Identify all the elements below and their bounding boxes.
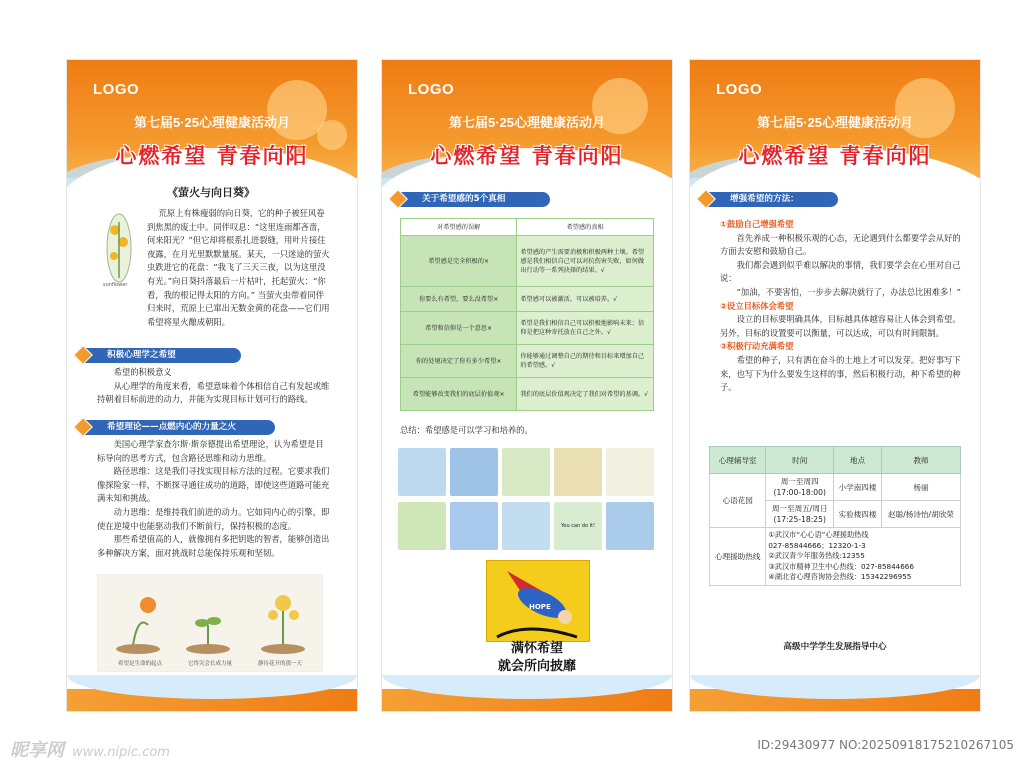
- drawing-tile: [606, 502, 654, 550]
- header-banner: [690, 60, 980, 178]
- drawing-tile: [398, 448, 446, 496]
- drawing-tile: [554, 448, 602, 496]
- watermark-brand: 昵享网 www.nipic.com: [10, 740, 170, 761]
- footer-band: [67, 689, 357, 711]
- poster-panel-2: [382, 60, 672, 711]
- hope-drawings-grid: [398, 448, 654, 552]
- drawing-tile-you-can-do-it: You can do it!: [554, 502, 602, 550]
- sprout-growth-illustration: [97, 574, 323, 672]
- organizer-name: 高级中学学生发展指导中心: [783, 642, 887, 652]
- footer-band: [382, 689, 672, 711]
- hotline-label: 心理援助热线: [710, 528, 766, 586]
- slogan: 心燃希望 青春向阳: [115, 143, 309, 168]
- room-name: 心语花园: [710, 474, 766, 528]
- event-title: 第七届5·25心理健康活动月: [133, 115, 291, 130]
- drawing-tile: [450, 448, 498, 496]
- drawing-tile: [450, 502, 498, 550]
- diamond-icon: [73, 417, 93, 437]
- table-header-place: 地点: [834, 447, 882, 474]
- table-row: 你的处境决定了你有多少希望× 你能够通过调整自己的期待和目标来增加自己的希望感。√: [401, 345, 654, 378]
- event-title: 第七届5·25心理健康活动月: [448, 115, 606, 130]
- watermark-id: ID:29430977 NO:20250918175210267105: [757, 738, 1014, 752]
- header-banner: [382, 60, 672, 178]
- hope-superhero-illustration: [486, 560, 590, 642]
- hope-calligraphy: 满怀希望 就会所向披靡: [497, 641, 576, 674]
- event-title: 第七届5·25心理健康活动月: [756, 115, 914, 130]
- slogan: 心燃希望 青春向阳: [430, 143, 624, 168]
- table-row: 周一至周五/周日 (17:25-18:25) 实验楼四楼 赵聪/杨诗怡/胡欣荣: [710, 501, 961, 528]
- section-title-positive-psychology: 积极心理学之希望: [85, 348, 241, 363]
- summary-text: 总结：希望感是可以学习和培养的。: [400, 425, 533, 435]
- table-header-time: 时间: [766, 447, 834, 474]
- table-header-teacher: 教师: [881, 447, 960, 474]
- sprout-caption-3: 静待花开的那一天: [258, 661, 303, 667]
- table-row: 希望和信仰是一个意思× 希望是我们相信自己可以积极地影响未来；信仰是把这种寄托放在自己之外。√: [401, 312, 654, 345]
- hotline-list: ①武汉市“心心语”心理援助热线 027-85844666；12320-1-3 ②武汉青少年服务热线:12355 ③武汉市精神卫生中心热线：027-85844666 ④湖北省心理咨询协会热线：15342296955: [766, 528, 961, 586]
- table-header-room: 心理辅导室: [710, 447, 766, 474]
- diamond-icon: [73, 345, 93, 365]
- logo-text: LOGO: [93, 81, 140, 98]
- methods-text: ①鼓励自己增强希望 首先养成一种积极乐观的心态，无论遇到什么都要学会从好的方面去安慰和鼓励自己。 我们都会遇到似乎难以解决的事情，我们要学会在心里对自己说： “加油，不要害怕，一步步去解决就行了，办法总比困难多！” ②设立目标体会希望 设立的目标要明确具体，目标越具体越容易让人体会到希望。另外，目标的设置要可以衡量，可以达成，可以有时间限制。 ③积极行动充满希望 希望的种子，只有洒在奋斗的土地上才可以发芽。把好事写下来，也写下为什么要发生这样的事，然后积极行动，种下希望的种子。: [720, 219, 961, 393]
- drawing-tile: [398, 502, 446, 550]
- table-header-myth: 对希望感的误解: [401, 219, 517, 236]
- drawing-tile: [502, 448, 550, 496]
- section-body-hope-theory: 美国心理学家查尔斯·斯奈德提出希望理论，认为希望是目标导向的思考方式，包含路径思维和动力思维。 路径思维：这是我们寻找实现目标方法的过程。它要求我们像探险家一样，不断探寻通往成功的道路，即使这些道路可能充满未知和挑战。 动力思维：是维持我们前进的动力。它如同内心的引擎，即使在逆境中也能驱动我们不断前行，保持积极的态度。 那些希望值高的人，就像拥有多把钥匙的智者，能够创造出多种解决方案，面对挑战时总能保持乐观和坚韧。: [97, 439, 330, 558]
- hope-word: HOPE: [529, 603, 551, 611]
- table-row: 心语花园 周一至周四 (17:00-18:00) 小学南四楼 杨丽: [710, 474, 961, 501]
- logo-text: LOGO: [408, 81, 455, 98]
- story-text: 荒原上有株瘦弱的向日葵，它的种子被狂风卷到焦黑的废土中。同伴叹息：“这里连雨都吝啬，何来阳光？”但它却将根系扎进裂缝，用叶片接住夜露，在月光里默默量展。某天，一只迷途的萤火虫跌进它的花盘：“我飞了三天三夜，以为这里没有光。”向日葵抖落最后一片枯叶，托起萤火：“你看，我的根记得太阳的方向。” 当萤火虫带着同伴归来时，荒原上已窜出无数金黄的花盘——它们用希望将星火酿成朝阳。: [147, 208, 330, 327]
- hope-truths-table: [400, 218, 654, 411]
- section-title-methods: 增强希望的方法：: [708, 192, 838, 207]
- poster-panel-1: [67, 60, 357, 711]
- counseling-schedule-table: [709, 446, 961, 586]
- drawing-tile: [502, 502, 550, 550]
- logo-text: LOGO: [716, 81, 763, 98]
- footer-band: [690, 689, 980, 711]
- section-title-hope-truths: 关于希望感的5个真相: [400, 192, 550, 207]
- header-banner: [67, 60, 357, 178]
- sprout-caption-2: 它终究会长成力量: [188, 661, 233, 667]
- drawing-tile: [606, 448, 654, 496]
- table-row: 希望感是完全积极的× 希望感的产生需要消极和积极两种土壤。希望感是我们相信自己可以对抗伤害失败，如何做出行动等一系列抉择的结果。√: [401, 236, 654, 287]
- slogan: 心燃希望 青春向阳: [738, 143, 932, 168]
- sprout-caption-1: 希望是生命的起点: [118, 661, 163, 667]
- story-title: 《萤火与向日葵》: [167, 186, 255, 199]
- section-title-hope-theory: 希望理论——点燃内心的力量之火: [85, 420, 275, 435]
- table-row: 希望能够改变我们的底层价值观× 我们的底层价值观决定了我们对希望的基调。√: [401, 378, 654, 411]
- section-body-positive-psychology: 希望的积极意义 从心理学的角度来看，希望意味着个体相信自己有发起或维持朝着目标前进的动力，并能为实现目标计划可行的路线。: [97, 367, 330, 405]
- poster-panel-3: [690, 60, 980, 711]
- table-row-hotline: [710, 528, 961, 586]
- table-header-truth: 希望感的真相: [517, 219, 654, 236]
- table-row: 你要么有希望，要么没希望× 希望感可以被激活，可以被培养。√: [401, 287, 654, 312]
- sunflower-caption: sunflower: [103, 282, 128, 288]
